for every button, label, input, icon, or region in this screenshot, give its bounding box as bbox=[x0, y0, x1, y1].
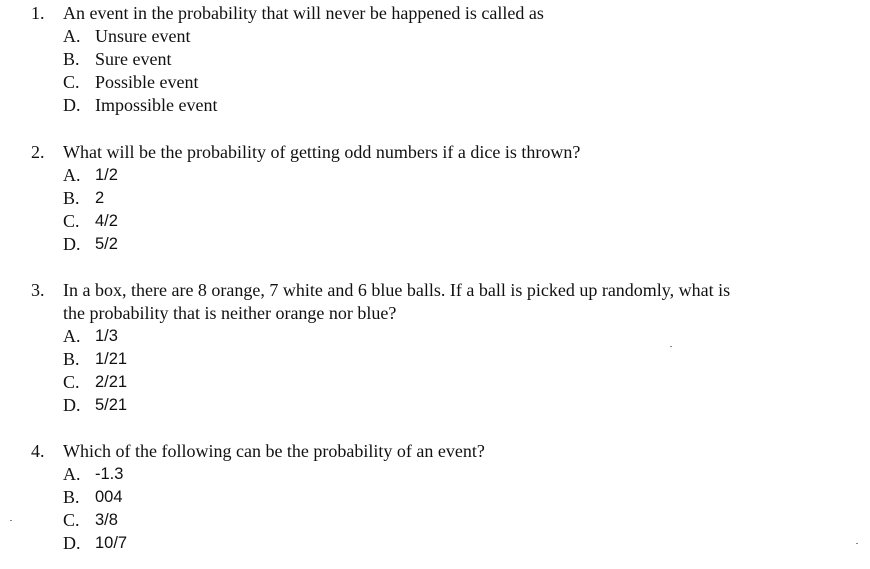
option-text: 4/2 bbox=[95, 212, 118, 230]
question-number: 3. bbox=[31, 280, 45, 300]
question-number: 1. bbox=[31, 3, 45, 23]
question-text: In a box, there are 8 orange, 7 white and 6 blue balls. If a ball is picked up randomly, what is the probability that is neither orange nor blue? bbox=[63, 280, 731, 323]
option-text: 2/21 bbox=[95, 373, 128, 391]
question-3-stem bbox=[31, 279, 851, 325]
option-text: 3/8 bbox=[95, 511, 118, 529]
option-a bbox=[63, 25, 851, 48]
question-text: Which of the following can be the probability of an event? bbox=[63, 441, 485, 461]
option-b bbox=[63, 348, 851, 371]
option-a bbox=[63, 164, 851, 187]
option-text: Sure event bbox=[95, 49, 172, 69]
question-number: 2. bbox=[31, 142, 45, 162]
question-2-options bbox=[63, 164, 851, 256]
option-text: 5/2 bbox=[95, 235, 118, 253]
question-text: What will be the probability of getting odd numbers if a dice is thrown? bbox=[63, 142, 581, 162]
option-letter: A. bbox=[63, 26, 81, 46]
option-letter: B. bbox=[63, 487, 80, 507]
scan-speck bbox=[670, 346, 672, 347]
question-4-stem bbox=[31, 440, 851, 463]
option-text: Possible event bbox=[95, 72, 199, 92]
option-letter: D. bbox=[63, 95, 81, 115]
option-text: 2 bbox=[95, 189, 105, 207]
option-letter: C. bbox=[63, 372, 80, 392]
option-letter: D. bbox=[63, 533, 81, 553]
option-letter: C. bbox=[63, 510, 80, 530]
option-a bbox=[63, 325, 851, 348]
option-a bbox=[63, 463, 851, 486]
option-letter: A. bbox=[63, 165, 81, 185]
option-b bbox=[63, 48, 851, 71]
option-c bbox=[63, 210, 851, 233]
option-b bbox=[63, 187, 851, 210]
question-number: 4. bbox=[31, 441, 45, 461]
option-letter: A. bbox=[63, 326, 81, 346]
option-c bbox=[63, 371, 851, 394]
question-4 bbox=[31, 440, 851, 555]
option-c bbox=[63, 509, 851, 532]
option-d bbox=[63, 394, 851, 417]
question-3-options bbox=[63, 325, 851, 417]
option-text: 004 bbox=[95, 488, 123, 506]
option-text: 1/21 bbox=[95, 350, 128, 368]
question-1-options bbox=[63, 25, 851, 117]
option-d bbox=[63, 532, 851, 555]
option-text: -1.3 bbox=[95, 465, 124, 483]
option-letter: B. bbox=[63, 49, 80, 69]
question-text: An event in the probability that will never be happened is called as bbox=[63, 3, 544, 23]
option-text: Unsure event bbox=[95, 26, 191, 46]
option-letter: B. bbox=[63, 188, 80, 208]
option-letter: D. bbox=[63, 395, 81, 415]
scan-speck bbox=[10, 520, 12, 521]
option-c bbox=[63, 71, 851, 94]
option-text: 5/21 bbox=[95, 396, 128, 414]
question-1 bbox=[31, 2, 851, 117]
question-1-stem bbox=[31, 2, 851, 25]
option-letter: C. bbox=[63, 211, 80, 231]
question-3 bbox=[31, 279, 851, 417]
option-text: 1/2 bbox=[95, 166, 118, 184]
option-letter: C. bbox=[63, 72, 80, 92]
question-2 bbox=[31, 141, 851, 256]
option-text: 10/7 bbox=[95, 534, 128, 552]
option-d bbox=[63, 233, 851, 256]
scan-speck bbox=[856, 543, 858, 544]
option-letter: B. bbox=[63, 349, 80, 369]
option-text: 1/3 bbox=[95, 327, 118, 345]
option-b bbox=[63, 486, 851, 509]
option-letter: D. bbox=[63, 234, 81, 254]
option-letter: A. bbox=[63, 464, 81, 484]
option-text: Impossible event bbox=[95, 95, 218, 115]
option-d bbox=[63, 94, 851, 117]
question-2-stem bbox=[31, 141, 851, 164]
question-4-options bbox=[63, 463, 851, 555]
